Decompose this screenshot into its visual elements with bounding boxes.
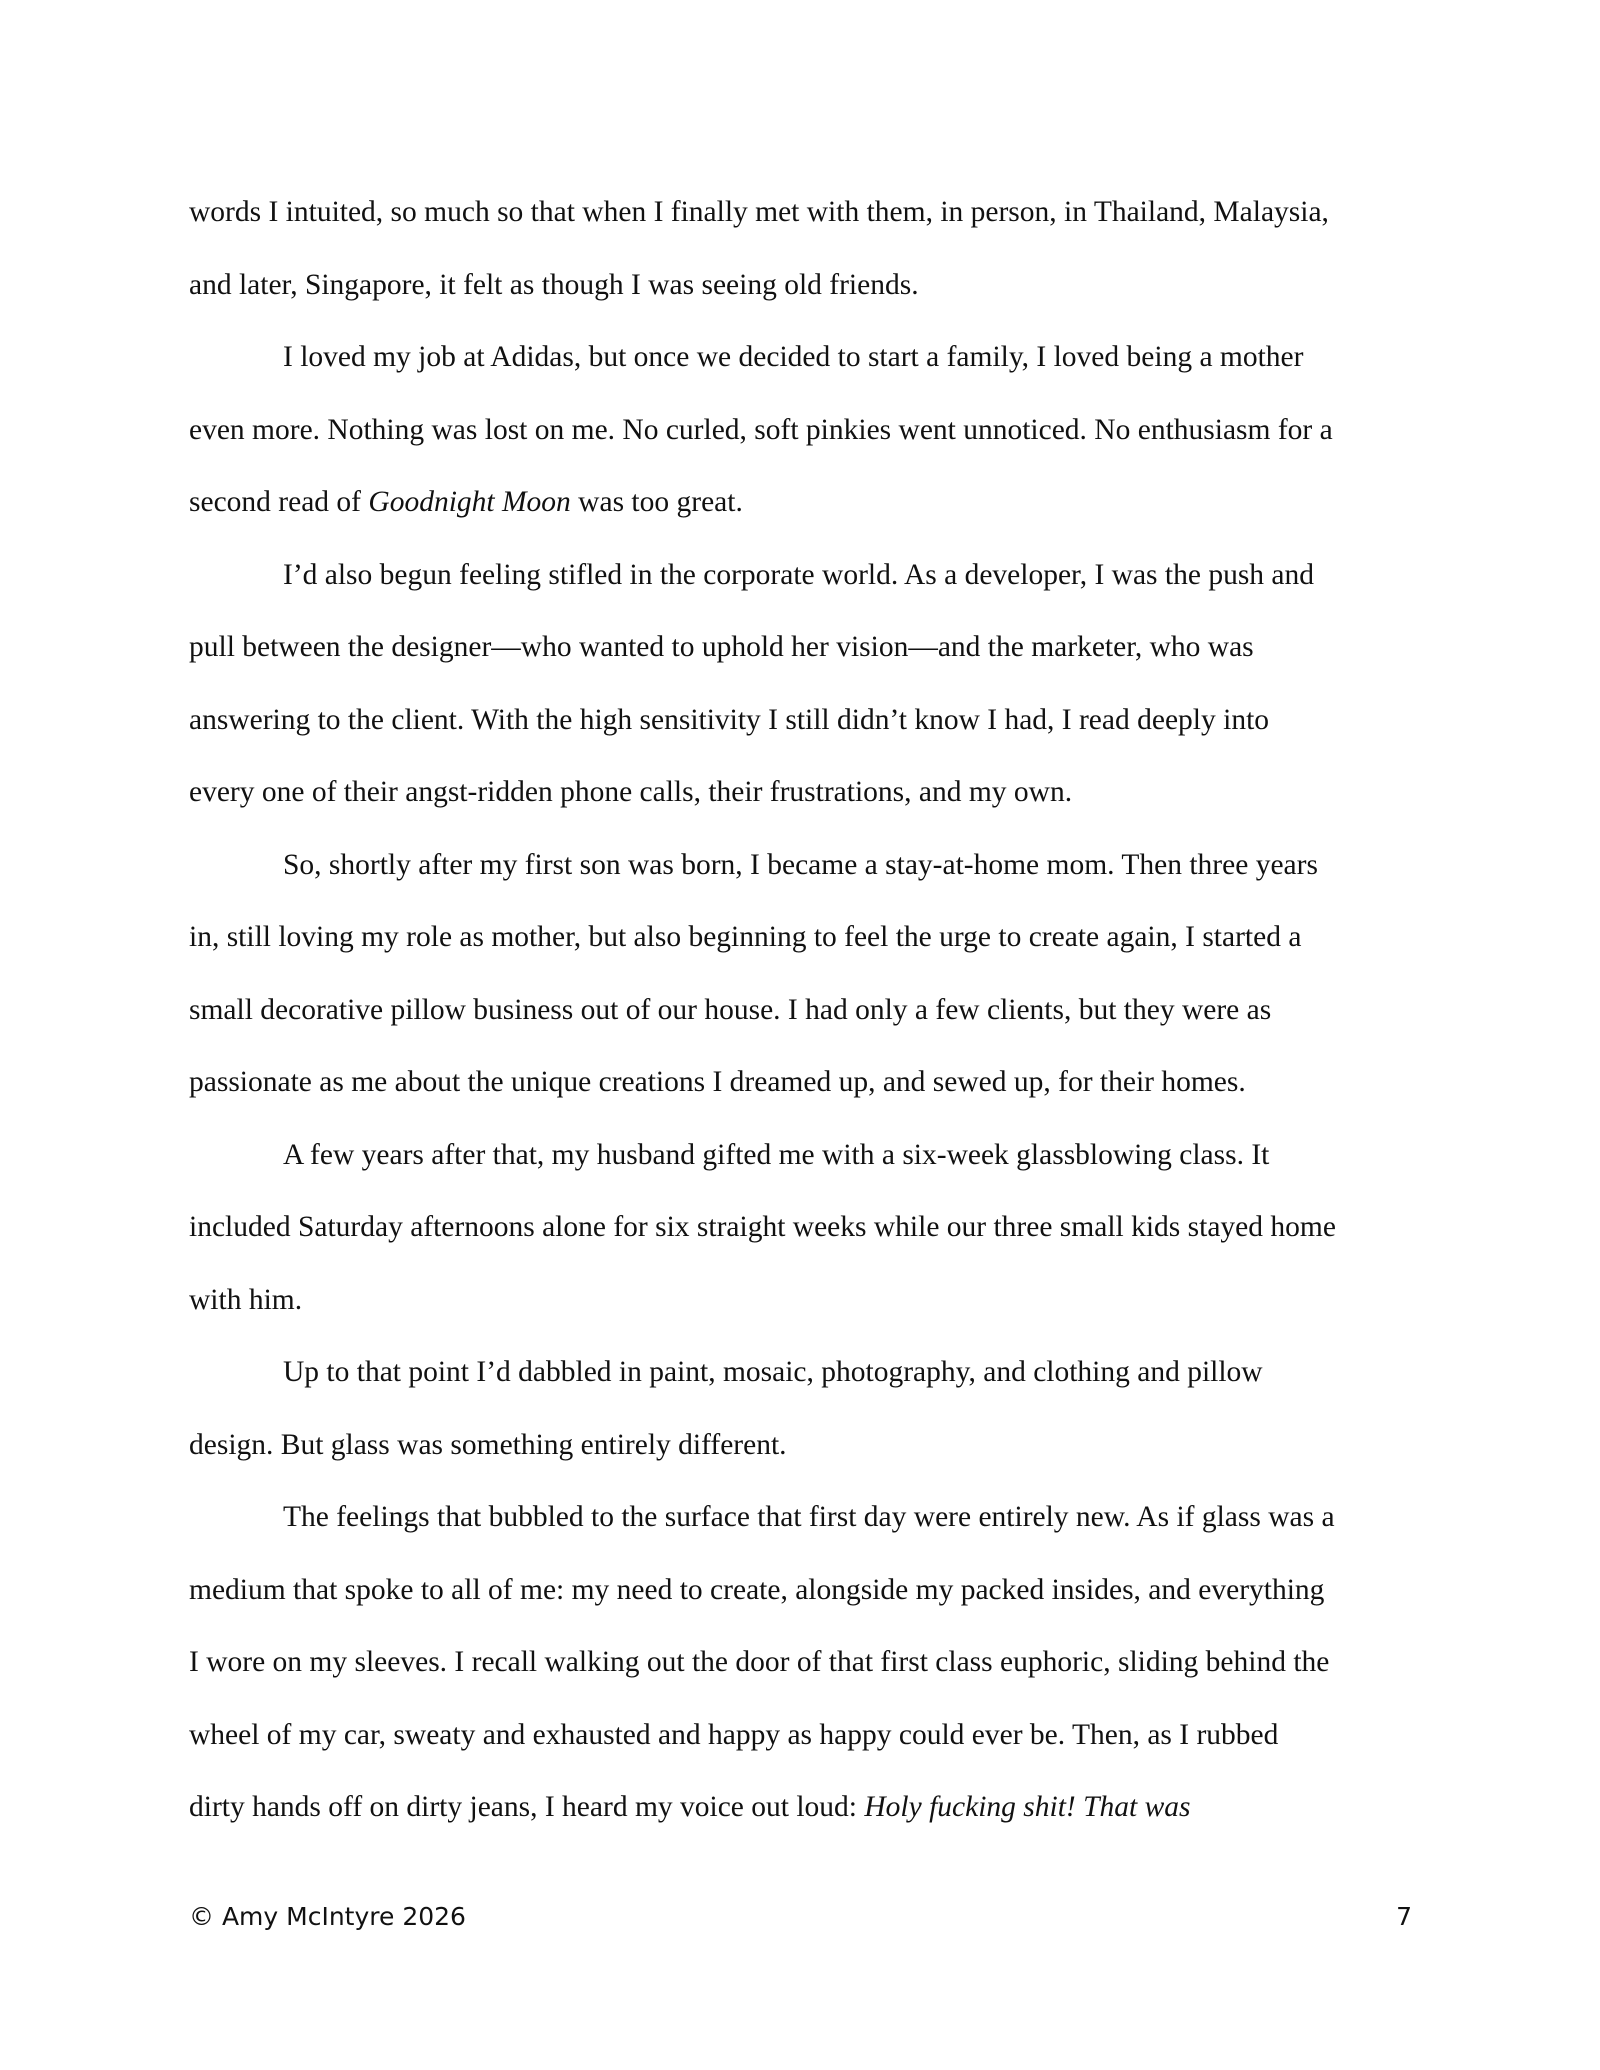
text-line (189, 1336, 1420, 1409)
text-segment: Up to that point I’d dabbled in paint, mosaic, photography, and clothing and pillow (283, 1356, 1263, 1388)
body-text (189, 176, 1420, 1844)
text-line (189, 1046, 1420, 1119)
text-line (189, 1119, 1420, 1192)
text-segment: passionate as me about the unique creations I dreamed up, and sewed up, for their homes. (189, 1066, 1246, 1098)
text-segment: A few years after that, my husband gifted me with a six-week glassblowing class. It (283, 1138, 1270, 1171)
paragraph (189, 1119, 1420, 1337)
text-segment: small decorative pillow business out of our house. I had only a few clients, but they were as (189, 993, 1272, 1026)
text-segment: dirty hands off on dirty jeans, I heard my voice out loud: (189, 1791, 865, 1823)
paragraph (189, 176, 1420, 321)
italic-text: Holy fucking shit! That was (864, 1791, 1191, 1823)
text-segment: and later, Singapore, it felt as though I was seeing old friends. (189, 268, 919, 301)
text-segment: in, still loving my role as mother, but also beginning to feel the urge to create again, I started a (189, 921, 1302, 953)
text-segment: even more. Nothing was lost on me. No curled, soft pinkies went unnoticed. No enthusiasm for a (189, 413, 1333, 446)
text-segment: was too great. (570, 486, 743, 518)
text-line (189, 539, 1420, 612)
text-segment: I wore on my sleeves. I recall walking out the door of that first class euphoric, sliding behind the (189, 1646, 1330, 1678)
text-segment: answering to the client. With the high sensitivity I still didn’t know I had, I read deeply into (189, 703, 1270, 736)
text-segment: second read of (189, 486, 369, 518)
paragraph (189, 1481, 1420, 1844)
page-footer (189, 1902, 1412, 1931)
text-line (189, 684, 1420, 757)
text-line (189, 1264, 1420, 1337)
text-segment: I’d also begun feeling stifled in the corporate world. As a developer, I was the push and (283, 558, 1315, 591)
text-line (189, 249, 1420, 322)
text-segment: medium that spoke to all of me: my need to create, alongside my packed insides, and everything (189, 1573, 1325, 1606)
text-line (189, 1554, 1420, 1627)
text-line (189, 1699, 1420, 1772)
text-segment: wheel of my car, sweaty and exhausted and happy as happy could ever be. Then, as I rubbed (189, 1718, 1279, 1751)
text-line (189, 176, 1420, 249)
text-line (189, 611, 1420, 684)
paragraph (189, 829, 1420, 1119)
paragraph (189, 321, 1420, 539)
text-line (189, 1191, 1420, 1264)
text-segment: included Saturday afternoons alone for six straight weeks while our three small kids stayed home (189, 1211, 1336, 1243)
footer-copyright: © Amy McIntyre 2026 (189, 1902, 466, 1931)
text-segment: pull between the designer—who wanted to uphold her vision—and the marketer, who was (189, 631, 1254, 663)
text-line (189, 1626, 1420, 1699)
text-line (189, 901, 1420, 974)
text-segment: I loved my job at Adidas, but once we decided to start a family, I loved being a mother (283, 341, 1304, 373)
paragraph (189, 539, 1420, 829)
page-number: 7 (1396, 1902, 1412, 1931)
text-segment: So, shortly after my first son was born, I became a stay-at-home mom. Then three years (283, 848, 1318, 881)
text-line (189, 394, 1420, 467)
text-line (189, 1409, 1420, 1482)
italic-text: Goodnight Moon (368, 486, 571, 518)
text-line (189, 1771, 1420, 1844)
text-line (189, 321, 1420, 394)
text-segment: words I intuited, so much so that when I finally met with them, in person, in Thailand, Malaysia, (189, 196, 1329, 228)
text-line (189, 466, 1420, 539)
text-line (189, 1481, 1420, 1554)
paragraph (189, 1336, 1420, 1481)
text-segment: design. But glass was something entirely different. (189, 1428, 787, 1461)
text-line (189, 756, 1420, 829)
text-line (189, 829, 1420, 902)
text-segment: The feelings that bubbled to the surface that first day were entirely new. As if glass was a (283, 1501, 1335, 1533)
text-segment: with him. (189, 1283, 303, 1316)
text-line (189, 974, 1420, 1047)
text-segment: every one of their angst-ridden phone calls, their frustrations, and my own. (189, 776, 1073, 808)
